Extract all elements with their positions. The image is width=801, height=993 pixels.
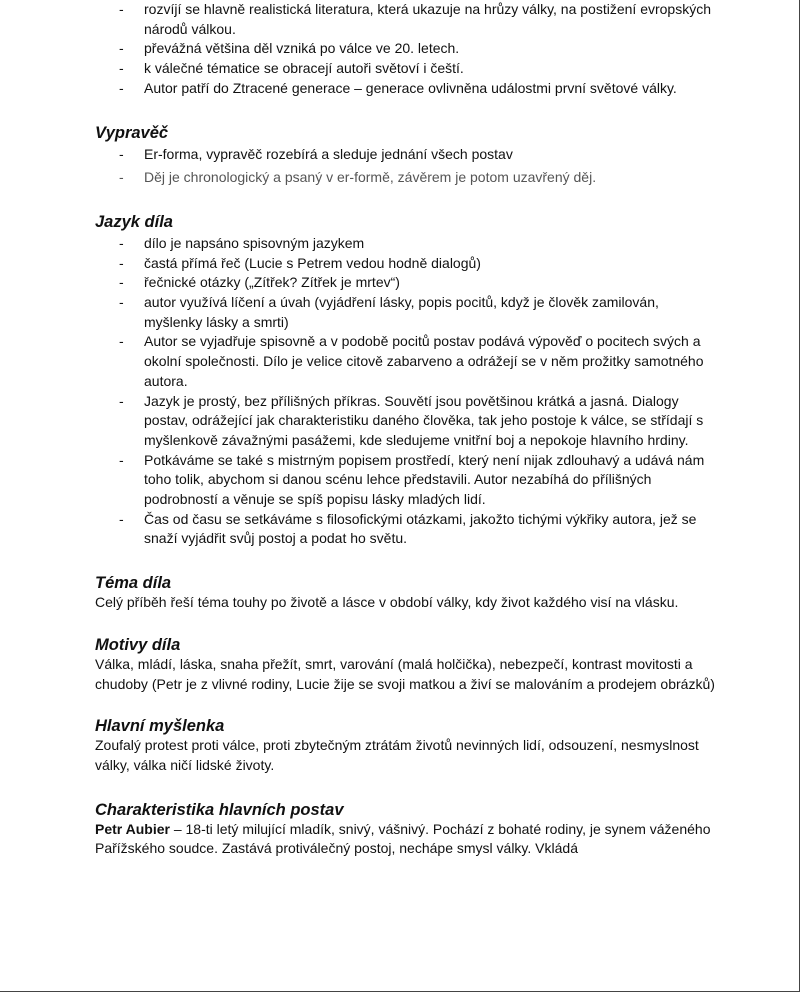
list-item: - autor využívá líčení a úvah (vyjádření lásky, popis pocitů, když je člověk zamilován, myšlenky lásky a smrti): [95, 293, 715, 332]
list-item: - Er-forma, vypravěč rozebírá a sleduje jednání všech postav: [95, 145, 715, 165]
list-item: - k válečné tématice se obracejí autoři světoví i čeští.: [95, 59, 715, 79]
heading-vypravec: Vypravěč: [95, 123, 169, 142]
intro-list: [95, 0, 715, 99]
heading-myslenka: Hlavní myšlenka: [95, 717, 225, 736]
character-name: Petr Aubier: [95, 820, 170, 837]
list-item: - Děj je chronologický a psaný v er-formě, závěrem je potom uzavřený děj.: [95, 168, 715, 188]
tema-text: Celý příběh řeší téma touhy po životě a lásce v období války, kdy život každého visí na vlásku.: [95, 594, 679, 611]
heading-postavy: Charakteristika hlavních postav: [95, 800, 344, 819]
heading-tema: Téma díla: [95, 574, 172, 593]
list-item: - Potkáváme se také s mistrným popisem prostředí, který není nijak zdlouhavý a udává nám toho tolik, abychom si danou scénu lehce představili. Autor nezabíhá do přílišných podrobností a věnuje se spíš popisu lásky mladých lidí.: [95, 451, 715, 510]
list-item: - Autor se vyjadřuje spisovně a v podobě pocitů postav podává výpověď o pocitech svých a okolní společnosti. Dílo je velice citově zabarveno a odrážejí se v něm prožitky samotného autora.: [95, 332, 715, 391]
document-content: [95, 0, 715, 859]
motivy-text: Válka, mládí, láska, snaha přežít, smrt, varování (malá holčička), nebezpečí, kontrast movitosti a chudoby (Petr je z vlivné rodiny, Lucie žije se svoji matkou a živí se malováním a prodejem obrázků): [95, 655, 715, 692]
postavy-text: [95, 820, 715, 859]
list-item: - řečnické otázky („Zítřek? Zítřek je mrtev“): [95, 273, 715, 293]
list-item: - Jazyk je prostý, bez přílišných příkras. Souvětí jsou povětšinou krátká a jasná. Dialogy postav, odrážející jak charakteristiku daného člověka, tak jeho postoje k válce, se střídají s myšlenkově závažnými pasážemi, kde sledujeme vnitřní boj a nepokoje hlavního hrdiny.: [95, 392, 715, 451]
vypravec-list: [95, 145, 715, 188]
list-item: - převážná většina děl vzniká po válce ve 20. letech.: [95, 39, 715, 59]
heading-motivy: Motivy díla: [95, 635, 181, 654]
myslenka-text: Zoufalý protest proti válce, proti zbytečným ztrátám životů nevinných lidí, odsouzení, nesmyslnost války, válka ničí lidské životy.: [95, 737, 699, 773]
list-item: - Čas od času se setkáváme s filosofickými otázkami, jakožto tichými výkřiky autora, jež se snaží vyjádřit svůj postoj a podat ho světu.: [95, 510, 715, 549]
list-item: - častá přímá řeč (Lucie s Petrem vedou hodně dialogů): [95, 254, 715, 274]
list-item: - Autor patří do Ztracené generace – generace ovlivněna událostmi první světové války.: [95, 79, 715, 99]
list-item: - rozvíjí se hlavně realistická literatura, která ukazuje na hrůzy války, na postižení evropských národů válkou.: [95, 0, 715, 39]
jazyk-list: [95, 234, 715, 549]
list-item: - dílo je napsáno spisovným jazykem: [95, 234, 715, 254]
heading-jazyk: Jazyk díla: [95, 212, 173, 231]
character-description: – 18-ti letý milující mladík, snivý, vášnivý. Pochází z bohaté rodiny, je synem váženého Pařížského soudce. Zastává protiválečný postoj, nechápe smysl války. Vkládá: [95, 820, 711, 857]
